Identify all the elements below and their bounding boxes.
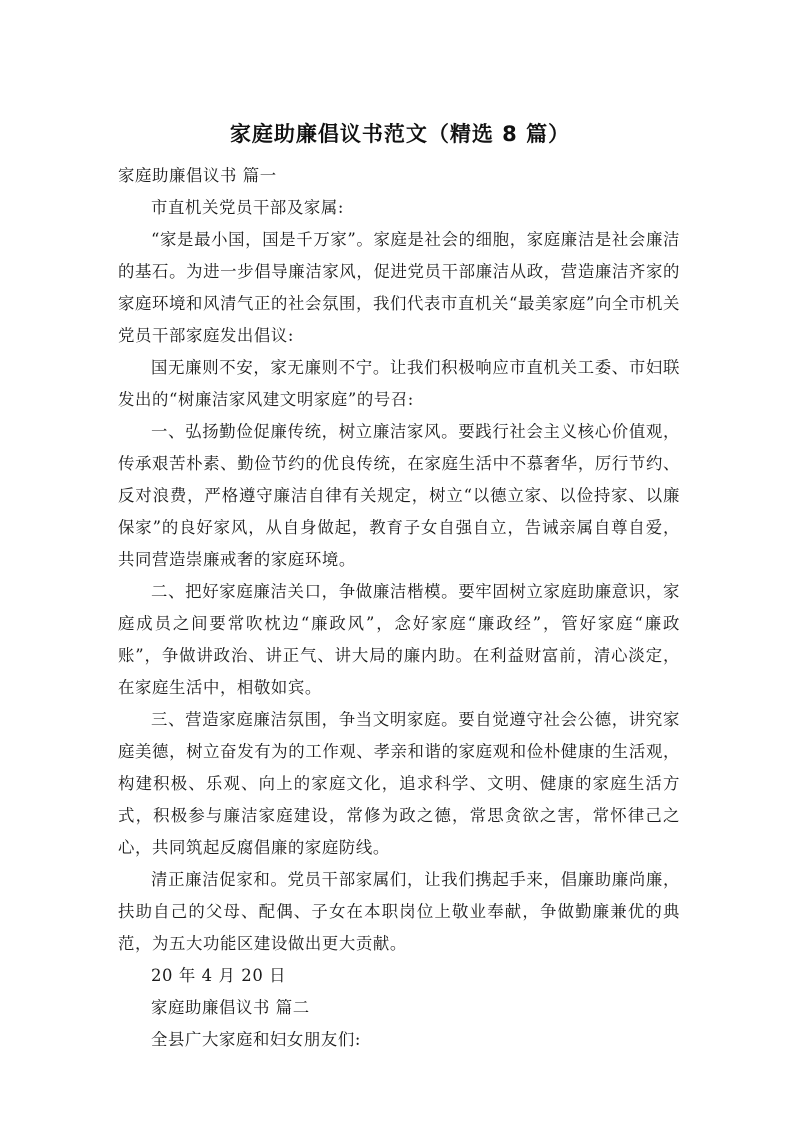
- section-heading-1: 家庭助廉倡议书 篇一: [118, 166, 277, 185]
- section-heading-2: 家庭助廉倡议书 篇二: [151, 998, 310, 1017]
- document-title: 家庭助廉倡议书范文（精选 8 篇）: [229, 122, 571, 146]
- salutation-paragraph: 市直机关党员干部及家属:: [151, 198, 345, 217]
- intro-paragraph: “家是最小国，国是千万家”。家庭是社会的细胞，家庭廉洁是社会廉洁的基石。为进一步倡导廉洁家风，促进党员干部廉洁从政，营造廉洁齐家的家庭环境和风清气正的社会氛围，我们代表市直机关“最美家庭”向全市机关党员干部家庭发出倡议:: [118, 230, 680, 345]
- call-paragraph: 国无廉则不安，家无廉则不宁。让我们积极响应市直机关工委、市妇联发出的“树廉洁家风建文明家庭”的号召:: [118, 358, 680, 409]
- salutation-paragraph-2: 全县广大家庭和妇女朋友们:: [151, 1030, 362, 1049]
- closing-paragraph: 清正廉洁促家和。党员干部家属们，让我们携起手来，倡廉助廉尚廉，扶助自己的父母、配偶、子女在本职岗位上敬业奉献，争做勤廉兼优的典范，为五大功能区建设做出更大贡献。: [118, 870, 680, 953]
- date-line: 20 年 4 月 20 日: [151, 966, 287, 985]
- point-three-paragraph: 三、营造家庭廉洁氛围，争当文明家庭。要自觉遵守社会公德，讲究家庭美德，树立奋发有为的工作观、孝亲和谐的家庭观和俭朴健康的生活观，构建积极、乐观、向上的家庭文化，追求科学、文明、健康的家庭生活方式，积极参与廉洁家庭建设，常修为政之德，常思贪欲之害，常怀律己之心，共同筑起反腐倡廉的家庭防线。: [118, 710, 680, 857]
- point-two-paragraph: 二、把好家庭廉洁关口，争做廉洁楷模。要牢固树立家庭助廉意识，家庭成员之间要常吹枕边“廉政风”，念好家庭“廉政经”，管好家庭“廉政账”，争做讲政治、讲正气、讲大局的廉内助。在利益财富前，清心淡定，在家庭生活中，相敬如宾。: [118, 582, 680, 697]
- document-body: [118, 160, 680, 1056]
- point-one-paragraph: 一、弘扬勤俭促廉传统，树立廉洁家风。要践行社会主义核心价值观，传承艰苦朴素、勤俭节约的优良传统，在家庭生活中不慕奢华，厉行节约、反对浪费，严格遵守廉洁自律有关规定，树立“以德立家、以俭持家、以廉保家”的良好家风，从自身做起，教育子女自强自立，告诫亲属自尊自爱，共同营造崇廉戒奢的家庭环境。: [118, 422, 680, 569]
